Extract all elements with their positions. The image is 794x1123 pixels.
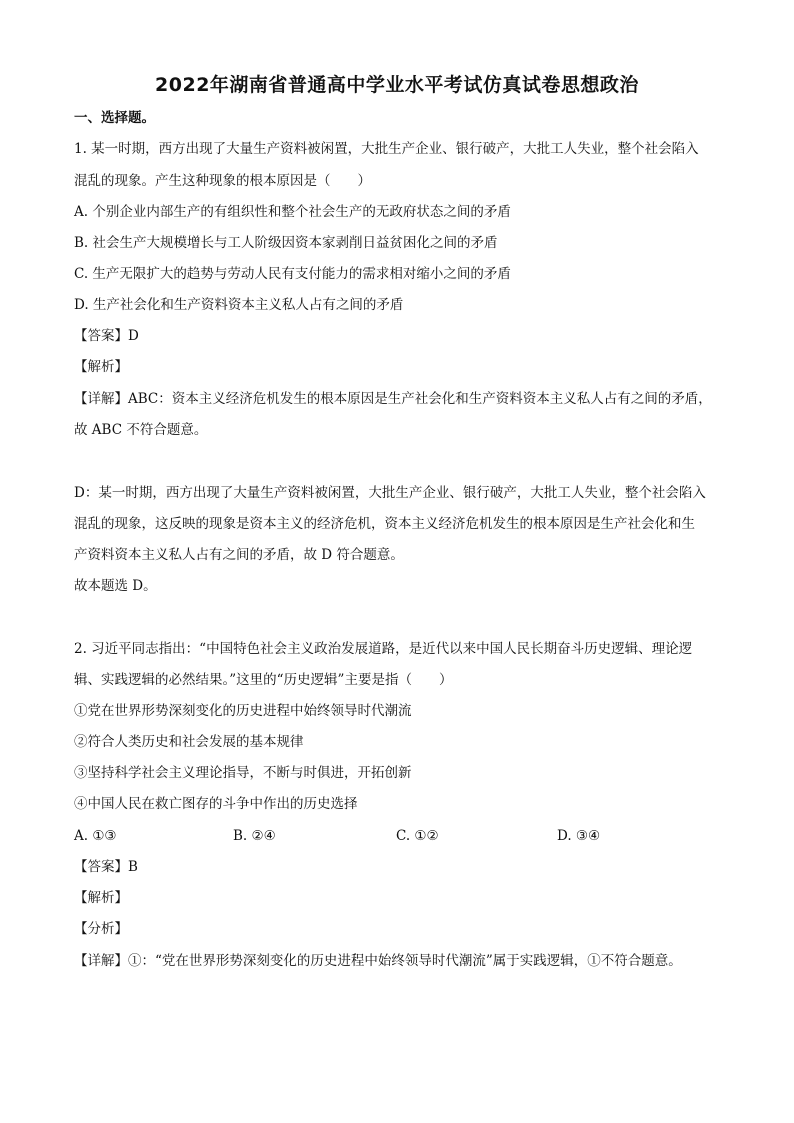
q1-detail-line-1: 【详解】ABC：资本主义经济危机发生的根本原因是生产社会化和生产资料资本主义私人占有之间的矛盾， [74, 391, 712, 407]
q1-stem-line-1: 1. 某一时期，西方出现了大量生产资料被闲置，大批生产企业、银行破产，大批工人失业，整个社会陷入 [74, 141, 699, 157]
q2-item-4: ④中国人民在救亡图存的斗争中作出的历史选择 [74, 796, 358, 812]
q1-detail-line-3: D：某一时期，西方出现了大量生产资料被闲置，大批生产企业、银行破产，大批工人失业，整个社会陷入 [74, 485, 706, 501]
q1-option-d: D. 生产社会化和生产资料资本主义私人占有之间的矛盾 [74, 297, 404, 313]
q1-detail-line-2: 故 ABC 不符合题意。 [74, 422, 208, 438]
q2-option-a: A. ①③ [74, 828, 117, 844]
q1-answer: 【答案】D [74, 328, 139, 344]
q2-item-3: ③坚持科学社会主义理论指导，不断与时俱进，开拓创新 [74, 765, 412, 781]
section-heading: 一、选择题。 [74, 110, 155, 126]
q2-option-c: C. ①② [396, 828, 439, 844]
q2-item-2: ②符合人类历史和社会发展的基本规律 [74, 734, 304, 750]
q1-detail-line-4: 混乱的现象，这反映的现象是资本主义的经济危机，资本主义经济危机发生的根本原因是生产社会化和生 [74, 516, 695, 532]
q1-option-c: C. 生产无限扩大的趋势与劳动人民有支付能力的需求相对缩小之间的矛盾 [74, 266, 511, 282]
q2-analysis-label: 【解析】 [74, 890, 128, 906]
q2-option-b: B. ②④ [233, 828, 276, 844]
q2-answer: 【答案】B [74, 859, 138, 875]
q1-conclusion: 故本题选 D。 [74, 578, 157, 594]
q2-item-1: ①党在世界形势深刻变化的历史进程中始终领导时代潮流 [74, 703, 412, 719]
q2-stem-line-1: 2. 习近平同志指出：“中国特色社会主义政治发展道路，是近代以来中国人民长期奋斗历史逻辑、理论逻 [74, 641, 693, 657]
q2-stem-line-2: 辑、实践逻辑的必然结果。”这里的“历史逻辑”主要是指（ ） [74, 672, 453, 688]
q2-option-d: D. ③④ [557, 828, 601, 844]
page-title: 2022年湖南省普通高中学业水平考试仿真试卷思想政治 [155, 74, 639, 96]
q1-option-a: A. 个别企业内部生产的有组织性和整个社会生产的无政府状态之间的矛盾 [74, 204, 511, 220]
q2-detail-line-1: 【详解】①：“党在世界形势深刻变化的历史进程中始终领导时代潮流”属于实践逻辑，①不符合题意。 [74, 953, 682, 969]
q2-fenxi-label: 【分析】 [74, 921, 128, 937]
q1-option-b: B. 社会生产大规模增长与工人阶级因资本家剥削日益贫困化之间的矛盾 [74, 235, 498, 251]
q1-stem-line-2: 混乱的现象。产生这种现象的根本原因是（ ） [74, 173, 371, 189]
q1-analysis-label: 【解析】 [74, 359, 128, 375]
q1-detail-line-5: 产资料资本主义私人占有之间的矛盾，故 D 符合题意。 [74, 547, 404, 563]
